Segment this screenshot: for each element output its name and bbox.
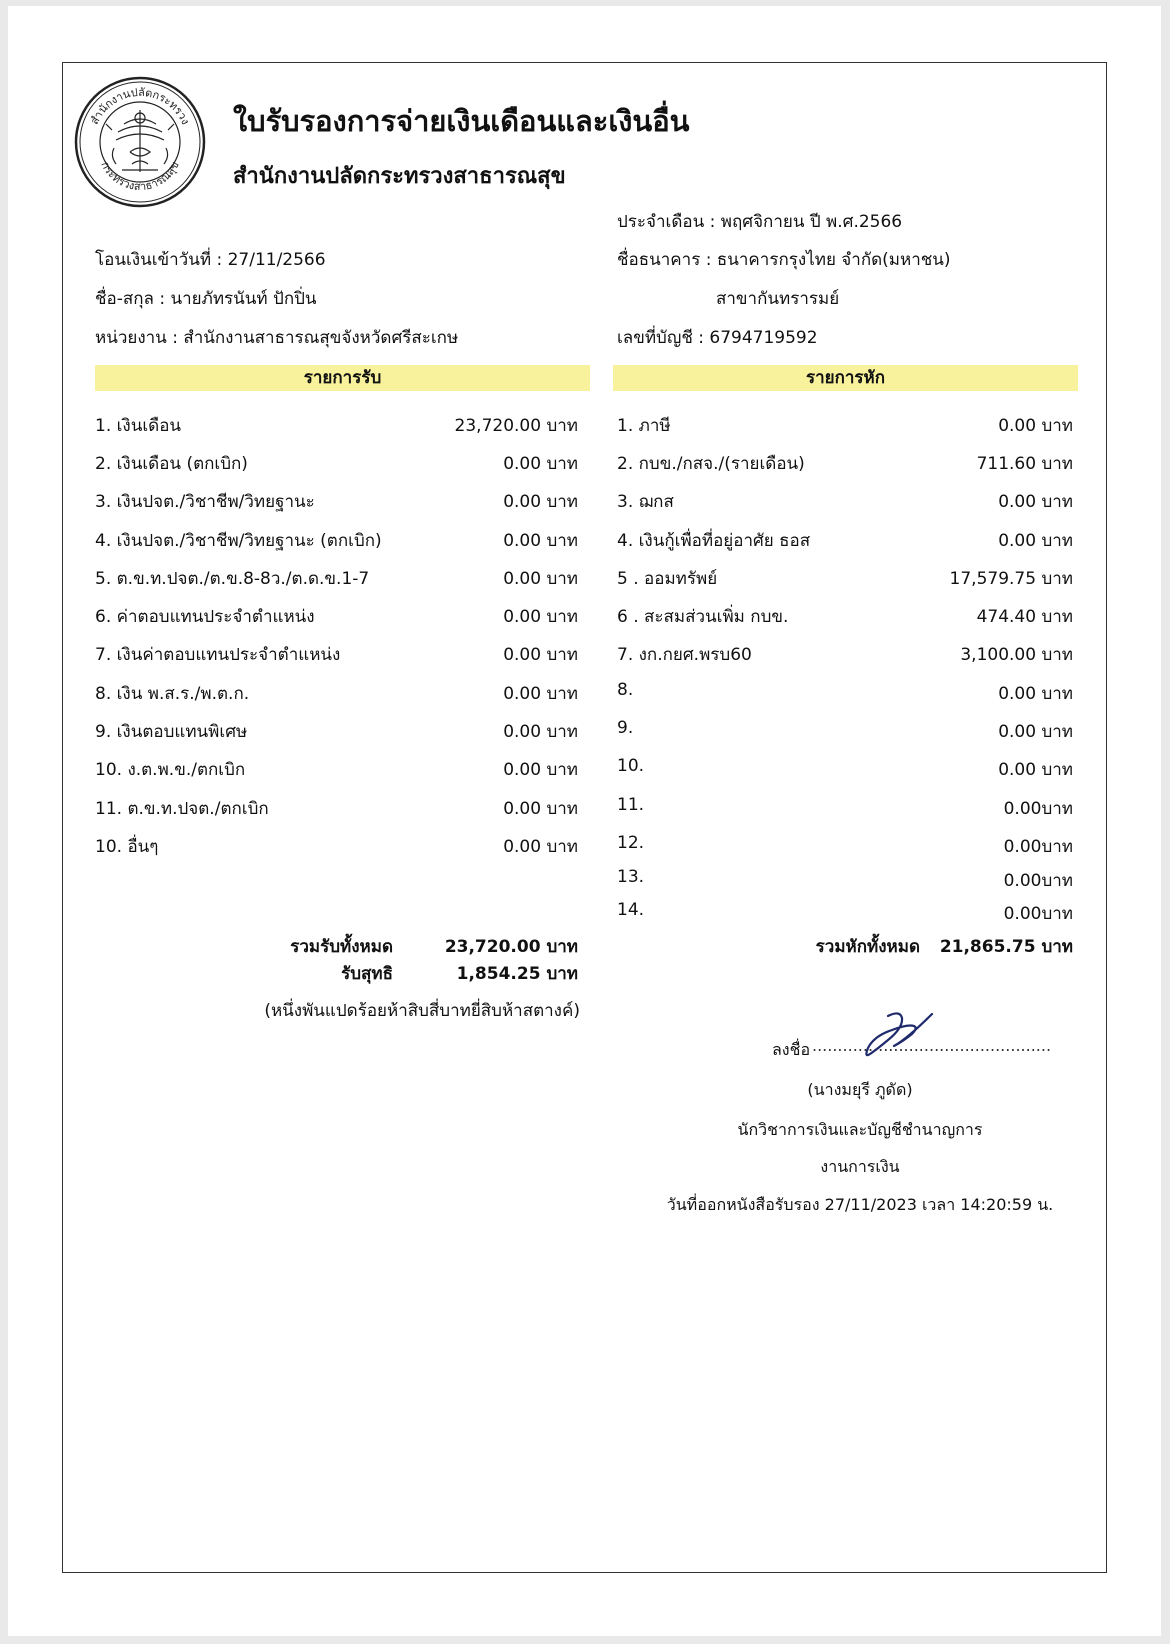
income-amount: 0.00 บาท: [503, 722, 578, 742]
income-amount: 0.00 บาท: [503, 760, 578, 780]
deduction-amount: 474.40 บาท: [976, 607, 1073, 627]
income-label: 3. เงินปจต./วิชาชีพ/วิทยฐานะ: [95, 492, 315, 512]
income-amount: 0.00 บาท: [503, 454, 578, 474]
income-row: [95, 641, 578, 665]
deduction-label: 13.: [617, 867, 645, 887]
income-amount: 0.00 บาท: [503, 645, 578, 665]
work-unit: หน่วยงาน : สำนักงานสาธารณสุขจังหวัดศรีสะเกษ: [95, 328, 459, 348]
income-header: รายการรับ: [95, 365, 590, 391]
income-label: 9. เงินตอบแทนพิเศษ: [95, 722, 248, 742]
deduction-label: 2. กบข./กสจ./(รายเดือน): [617, 454, 805, 474]
income-amount: 0.00 บาท: [503, 492, 578, 512]
deduction-row: [617, 756, 1073, 780]
deduction-row: [617, 412, 1073, 436]
deduction-row: [617, 527, 1073, 551]
deduction-row: [617, 795, 1073, 819]
deduction-row: [617, 488, 1073, 512]
seal-text-top: สำนักงานปลัดกระทรวง: [87, 85, 193, 127]
deduction-label: 14.: [617, 900, 645, 920]
deduction-label: 9.: [617, 718, 634, 738]
deduction-amount: 0.00 บาท: [998, 722, 1073, 742]
income-label: 10. ง.ต.พ.ข./ตกเบิก: [95, 760, 246, 780]
income-row: [95, 603, 578, 627]
deduction-label: 3. ฌกส: [617, 492, 674, 512]
deduction-row: [617, 718, 1073, 742]
deduction-total-amount: 21,865.75 บาท: [939, 937, 1073, 957]
income-row: [95, 833, 578, 857]
income-total-amount: 23,720.00 บาท: [444, 937, 578, 957]
deduction-row: [617, 900, 1073, 924]
income-amount: 0.00 บาท: [503, 607, 578, 627]
deduction-row: [617, 565, 1073, 589]
deduction-amount: 0.00 บาท: [998, 492, 1073, 512]
ministry-seal: [72, 74, 208, 210]
seal-text-bottom: กระทรวงสาธารณสุข: [98, 159, 182, 194]
net-pay-label: รับสุทธิ: [341, 964, 393, 984]
deduction-total-label: รวมหักทั้งหมด: [815, 937, 920, 957]
deduction-label: 12.: [617, 833, 645, 853]
income-label: 7. เงินค่าตอบแทนประจำตำแหน่ง: [95, 645, 341, 665]
transfer-date: โอนเงินเข้าวันที่ : 27/11/2566: [95, 250, 326, 270]
issue-datetime: วันที่ออกหนังสือรับรอง 27/11/2023 เวลา 14:20:59 น.: [666, 1195, 1054, 1214]
income-row: [95, 565, 578, 589]
deduction-label: 1. ภาษี: [617, 416, 671, 436]
deduction-label: 5 . ออมทรัพย์: [617, 569, 718, 589]
employee-name: ชื่อ-สกุล : นายภัทรนันท์ ปักปิ่น: [95, 289, 317, 309]
deduction-row: [617, 641, 1073, 665]
income-label: 5. ต.ข.ท.ปจต./ต.ข.8-8ว./ต.ด.ข.1-7: [95, 569, 370, 589]
deduction-amount: 0.00บาท: [1003, 871, 1073, 891]
bank-branch: สาขากันทรารมย์: [716, 289, 840, 309]
signature-dots: ...............................................: [812, 1036, 1052, 1055]
deduction-row: [617, 603, 1073, 627]
income-label: 6. ค่าตอบแทนประจำตำแหน่ง: [95, 607, 315, 627]
deduction-amount: 3,100.00 บาท: [960, 645, 1073, 665]
income-row: [95, 718, 578, 742]
income-label: 8. เงิน พ.ส.ร./พ.ต.ก.: [95, 684, 250, 704]
deduction-label: 8.: [617, 680, 634, 700]
income-total-label: รวมรับทั้งหมด: [290, 937, 393, 957]
sign-label: ลงชื่อ: [772, 1040, 811, 1059]
income-row: [95, 795, 578, 819]
income-amount: 0.00 บาท: [503, 684, 578, 704]
income-label: 10. อื่นๆ: [95, 837, 159, 857]
income-row: [95, 450, 578, 474]
deduction-row: [617, 450, 1073, 474]
signer-department: งานการเงิน: [820, 1157, 900, 1176]
deduction-amount: 711.60 บาท: [976, 454, 1073, 474]
deduction-label: 7. งก.กยศ.พรบ60: [617, 645, 752, 665]
income-amount: 0.00 บาท: [503, 799, 578, 819]
income-amount: 0.00 บาท: [503, 569, 578, 589]
document-title: ใบรับรองการจ่ายเงินเดือนและเงินอื่น: [233, 104, 690, 138]
income-row: [95, 412, 578, 436]
deductions-header: รายการหัก: [613, 365, 1078, 391]
bank-name: ชื่อธนาคาร : ธนาคารกรุงไทย จำกัด(มหาชน): [617, 250, 951, 270]
income-row: [95, 756, 578, 780]
deduction-label: 4. เงินกู้เพื่อที่อยู่อาศัย ธอส: [617, 531, 811, 551]
income-amount: 0.00 บาท: [503, 837, 578, 857]
income-label: 4. เงินปจต./วิชาชีพ/วิทยฐานะ (ตกเบิก): [95, 531, 382, 551]
deduction-amount: 0.00 บาท: [998, 531, 1073, 551]
document-subtitle: สำนักงานปลัดกระทรวงสาธารณสุข: [233, 164, 566, 189]
income-amount: 23,720.00 บาท: [454, 416, 578, 436]
signer-position: นักวิชาการเงินและบัญชีชำนาญการ: [737, 1120, 983, 1139]
deduction-label: 10.: [617, 756, 645, 776]
deduction-row: [617, 833, 1073, 857]
deduction-amount: 0.00บาท: [1003, 799, 1073, 819]
deduction-amount: 0.00 บาท: [998, 684, 1073, 704]
deduction-amount: 0.00 บาท: [998, 416, 1073, 436]
deduction-row: [617, 680, 1073, 704]
deduction-amount: 17,579.75 บาท: [949, 569, 1073, 589]
income-label: 11. ต.ข.ท.ปจต./ตกเบิก: [95, 799, 269, 819]
income-row: [95, 527, 578, 551]
income-amount: 0.00 บาท: [503, 531, 578, 551]
deduction-label: 11.: [617, 795, 645, 815]
deduction-amount: 0.00บาท: [1003, 837, 1073, 857]
deduction-amount: 0.00 บาท: [998, 760, 1073, 780]
income-label: 2. เงินเดือน (ตกเบิก): [95, 454, 248, 474]
pay-month: ประจำเดือน : พฤศจิกายน ปี พ.ศ.2566: [617, 212, 903, 232]
signer-name: (นางมยุรี ภูดัด): [807, 1080, 913, 1099]
handwritten-signature: [848, 1008, 938, 1064]
deduction-amount: 0.00บาท: [1003, 904, 1073, 924]
net-pay-amount: 1,854.25 บาท: [456, 964, 578, 984]
account-number: เลขที่บัญชี : 6794719592: [617, 328, 818, 348]
income-row: [95, 488, 578, 512]
deduction-label: 6 . สะสมส่วนเพิ่ม กบข.: [617, 607, 789, 627]
income-label: 1. เงินเดือน: [95, 416, 182, 436]
income-row: [95, 680, 578, 704]
net-pay-words: (หนึ่งพันแปดร้อยห้าสิบสี่บาทยี่สิบห้าสตางค์): [264, 1001, 580, 1021]
deduction-row: [617, 867, 1073, 891]
